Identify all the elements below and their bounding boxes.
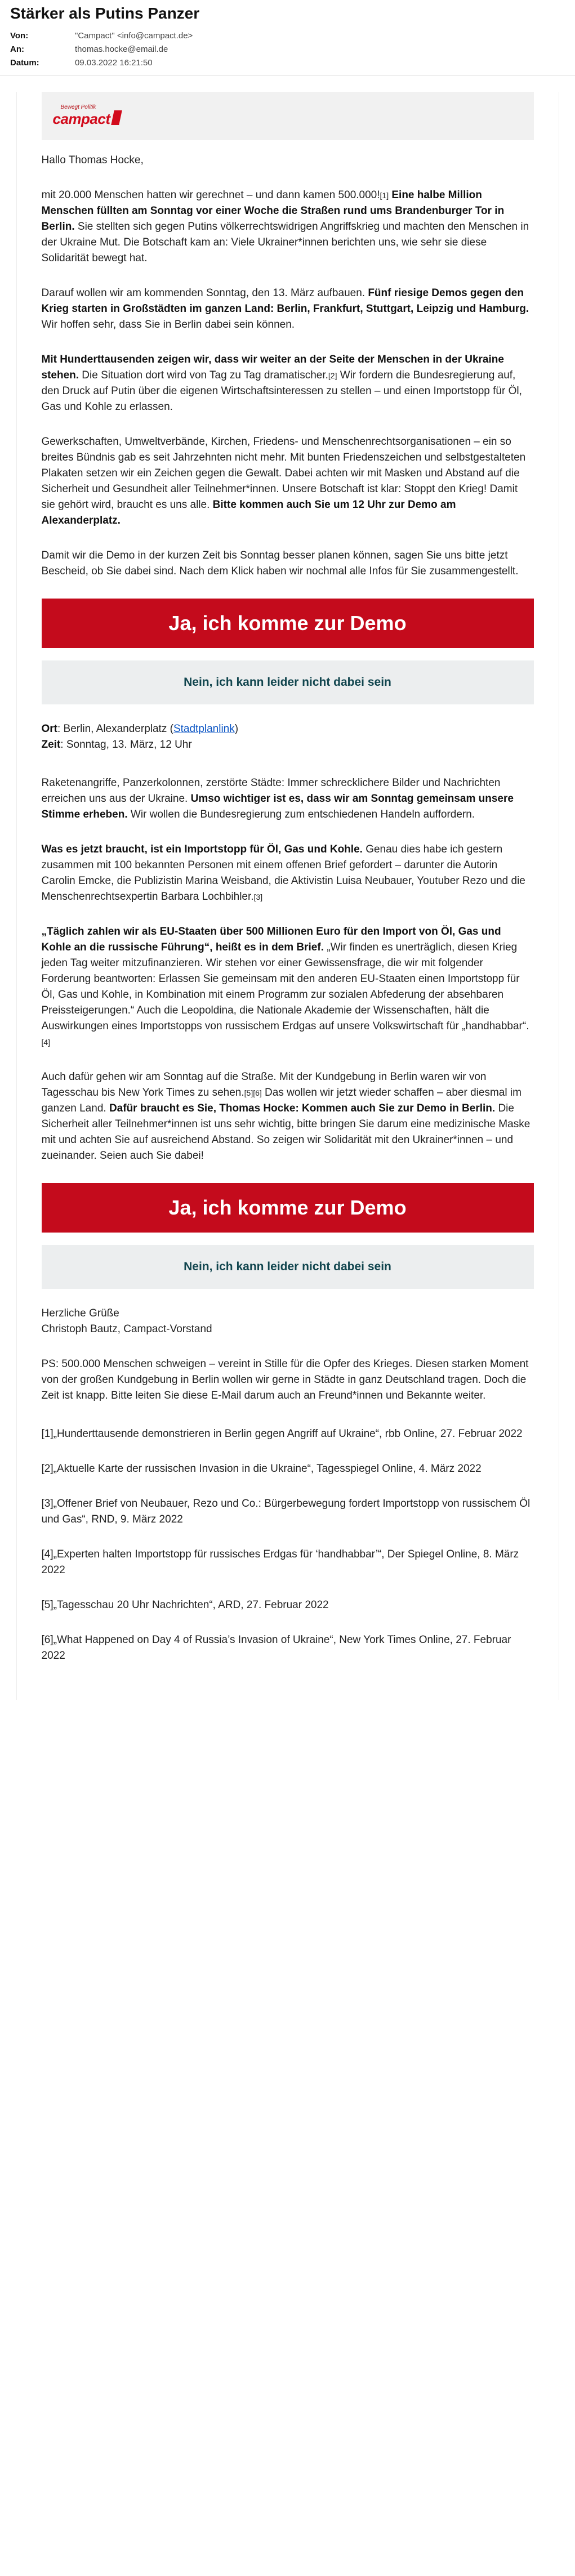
email-header [0, 0, 575, 76]
p3-text-b: Die Situation dort wird von Tag zu Tag dramatischer. [79, 369, 328, 381]
location-value: : Berlin, Alexanderplatz ( [57, 723, 173, 735]
map-link[interactable]: Stadtplanlink [173, 723, 235, 735]
footnote-ref-3[interactable]: [3] [253, 892, 263, 901]
footnote-ref-5-6[interactable]: [5][6] [244, 1088, 262, 1097]
no-attend-button-2[interactable]: Nein, ich kann leider nicht dabei sein [42, 1245, 534, 1289]
from-value[interactable]: "Campact" <info@campact.de> [75, 31, 193, 41]
footnote-3[interactable]: [3]„Offener Brief von Neubauer, Rezo und Co.: Bürgerbewegung fordert Importstopp von russischem Öl und Gas“, RND, 9. März 2022 [41, 1498, 531, 1525]
p4-text-a: Gewerkschaften, Umweltverbände, Kirchen, Friedens- und Menschenrechtsorganisationen – ein so breites Bündnis gab es seit Jahrzehnten nicht mehr. Mit bunten Friedenszeichen und selbstgestalteten Plakaten setzen wir ein Zeichen gegen die Gewalt. Dabei achten wir mit Masken und Abstand auf die Sicherheit und Gesundheit aller Teilnehmer*innen. Unsere Botschaft ist klar: Stoppt den Krieg! Damit sie gehört wird, braucht es uns alle. [41, 436, 526, 511]
date-label: Datum: [10, 58, 39, 68]
location-label: Ort [41, 723, 57, 735]
p6-text-a: Raketenangriffe, Panzerkolonnen, zerstörte Städte: Immer schrecklichere Bilder und Nachrichten erreichen uns aus der Ukraine. [41, 777, 501, 805]
footnote-6[interactable]: [6]„What Happened on Day 4 of Russia’s Invasion of Ukraine“, New York Times Online, 27. Februar 2022 [41, 1634, 511, 1662]
time-value: : Sonntag, 13. März, 12 Uhr [60, 739, 192, 751]
closing-greeting: Herzliche Grüße [41, 1307, 119, 1319]
footnote-2[interactable]: [2]„Aktuelle Karte der russischen Invasion in die Ukraine“, Tagesspiegel Online, 4. März 2022 [41, 1463, 482, 1475]
location-close: ) [234, 723, 239, 735]
to-label: An: [10, 44, 24, 54]
postscript: PS: 500.000 Menschen schweigen – vereint in Stille für die Opfer des Krieges. Diesen starken Moment von der großen Kundgebung in Berlin wollen wir gerne in Städte in ganz Deutschland tragen. Doch die Zeit ist knapp. Bitte leiten Sie diese E-Mail darum auch an Freund*innen und Bekannte weiter. [41, 1358, 529, 1401]
date-row [10, 56, 565, 70]
event-location [42, 721, 534, 737]
p9-bold: Dafür braucht es Sie, Thomas Hocke: Kommen auch Sie zur Demo in Berlin. [109, 1102, 496, 1114]
paragraph-2 [42, 285, 534, 333]
footnote-ref-4[interactable]: [4] [41, 1038, 51, 1047]
p7-bold: Was es jetzt braucht, ist ein Importstopp für Öl, Gas und Kohle. [41, 843, 363, 855]
footnote-ref-2[interactable]: [2] [328, 371, 337, 380]
campact-logo[interactable] [53, 104, 121, 128]
email-content [16, 92, 559, 1700]
paragraph-8 [42, 924, 534, 1050]
p7-text-b: Genau dies habe ich gestern zusammen mit 100 bekannten Personen mit einem offenen Brief gefordert – darunter die Autorin Carolin Emcke, die Publizistin Marina Weisband, die Aktivistin Luisa Neubauer, Youtuber Rezo und die Menschenrechtsexpertin Barbara Lochbihler. [41, 843, 525, 903]
logo-name: campact [52, 110, 110, 127]
p1-text-c: Sie stellten sich gegen Putins völkerrechtswidrigen Angriffskrieg und machten den Menschen in der Ukraine Mut. Die Botschaft kam an: Viele Ukrainer*innen berichten uns, wie sehr sie diese Solidarität bewegt hat. [41, 221, 529, 264]
no-attend-button[interactable]: Nein, ich kann leider nicht dabei sein [42, 660, 534, 704]
paragraph-9 [42, 1069, 534, 1164]
p1-bold: Eine halbe Million Menschen füllten am Sonntag vor einer Woche die Straßen rund ums Brandenburger Tor in Berlin. [41, 189, 505, 233]
yes-attend-button-2[interactable]: Ja, ich komme zur Demo [42, 1183, 534, 1233]
p2-text-a: Darauf wollen wir am kommenden Sonntag, den 13. März aufbauen. [41, 287, 368, 299]
paragraph-6 [42, 775, 534, 823]
p2-bold: Fünf riesige Demos gegen den Krieg starten in Großstädten im ganzen Land: Berlin, Frankfurt, Stuttgart, Leipzig und Hamburg. [41, 287, 529, 315]
event-info [42, 721, 534, 753]
p6-bold: Umso wichtiger ist es, dass wir am Sonntag gemeinsam unsere Stimme erheben. [41, 793, 514, 820]
footnote-1[interactable]: [1]„Hunderttausende demonstrieren in Berlin gegen Angriff auf Ukraine“, rbb Online, 27. Februar 2022 [41, 1428, 523, 1440]
logo-tagline: Bewegt Politik [60, 104, 96, 110]
p1-text-a: mit 20.000 Menschen hatten wir gerechnet – und dann kamen 500.000! [41, 189, 380, 201]
footnote-5[interactable]: [5]„Tagesschau 20 Uhr Nachrichten“, ARD, 27. Februar 2022 [41, 1599, 329, 1611]
paragraph-7 [42, 842, 534, 905]
footnotes [42, 1426, 534, 1664]
paragraph-4 [42, 434, 534, 529]
from-label: Von: [10, 31, 29, 41]
to-value[interactable]: thomas.hocke@email.de [75, 44, 168, 54]
email-body [42, 140, 534, 1664]
signature: Christoph Bautz, Campact-Vorstand [41, 1323, 212, 1335]
from-row [10, 29, 565, 43]
p3-bold: Mit Hunderttausenden zeigen wir, dass wir weiter an der Seite der Menschen in der Ukraine stehen. [41, 354, 504, 381]
footnote-4[interactable]: [4]„Experten halten Importstopp für russisches Erdgas für ‘handhabbar’“, Der Spiegel Online, 8. März 2022 [41, 1548, 519, 1576]
time-label: Zeit [41, 739, 61, 751]
closing [42, 1306, 534, 1337]
p6-text-c: Wir wollen die Bundesregierung zum entschiedenen Handeln auffordern. [127, 809, 475, 820]
p9-text-b: Das wollen wir jetzt wieder schaffen – aber diesmal im ganzen Land. [41, 1087, 521, 1114]
paragraph-3 [42, 352, 534, 415]
to-row [10, 43, 565, 56]
paragraph-1 [42, 187, 534, 266]
yes-attend-button[interactable]: Ja, ich komme zur Demo [42, 599, 534, 648]
p8-bold: „Täglich zahlen wir als EU-Staaten über 500 Millionen Euro für den Import von Öl, Gas und Kohle an die russische Führung“, heißt es in dem Brief. [41, 926, 501, 953]
p3-text-c: Wir fordern die Bundesregierung auf, den Druck auf Putin über die eigenen Wirtschaftsinteressen zu stellen – und einen Importstopp für Öl, Gas und Kohle zu erlassen. [41, 369, 522, 413]
p4-bold: Bitte kommen auch Sie um 12 Uhr zur Demo am Alexanderplatz. [41, 499, 456, 526]
greeting: Hallo Thomas Hocke, [41, 154, 144, 166]
paragraph-5: Damit wir die Demo in der kurzen Zeit bis Sonntag besser planen können, sagen Sie uns bitte jetzt Bescheid, ob Sie dabei sind. Nach dem Klick haben wir nochmal alle Infos für Sie zusammengestellt. [41, 550, 519, 577]
logo-bar [42, 92, 534, 140]
date-value: 09.03.2022 16:21:50 [75, 58, 153, 68]
p9-text-d: Die Sicherheit aller Teilnehmer*innen ist uns sehr wichtig, bitte bringen Sie darum eine medizinische Maske mit und achten Sie auf ausreichend Abstand. So zeigen wir Solidarität mit den Ukrainer*innen – und zueinander. Seien auch Sie dabei! [41, 1102, 531, 1162]
p9-text-a: Auch dafür gehen wir am Sonntag auf die Straße. Mit der Kundgebung in Berlin waren wir von Tagesschau bis New York Times zu sehen. [41, 1071, 487, 1099]
p8-text-b: „Wir finden es unerträglich, diesen Krieg jeden Tag weiter mitzufinanzieren. Wir stehen vor einer Gewissensfrage, die wir mit folgender Forderung beantworten: Erlassen Sie gemeinsam mit den anderen EU-Staaten einen Importstopp für Öl, Gas und Kohle, in Kombination mit einem Programm zur sozialen Abfederung der absehbaren Preissteigerungen.“ Auch die Leopoldina, die Nationale Akademie der Wissenschaften, hält die Auswirkungen eines Importstopps von russischem Erdgas auf unsere Volkswirtschaft für „handhabbar“. [41, 941, 529, 1032]
flag-icon [111, 110, 122, 125]
footnote-ref-1[interactable]: [1] [380, 191, 389, 200]
p2-text-c: Wir hoffen sehr, dass Sie in Berlin dabei sein können. [41, 319, 295, 331]
event-time [42, 737, 534, 753]
email-subject: Stärker als Putins Panzer [10, 5, 200, 22]
